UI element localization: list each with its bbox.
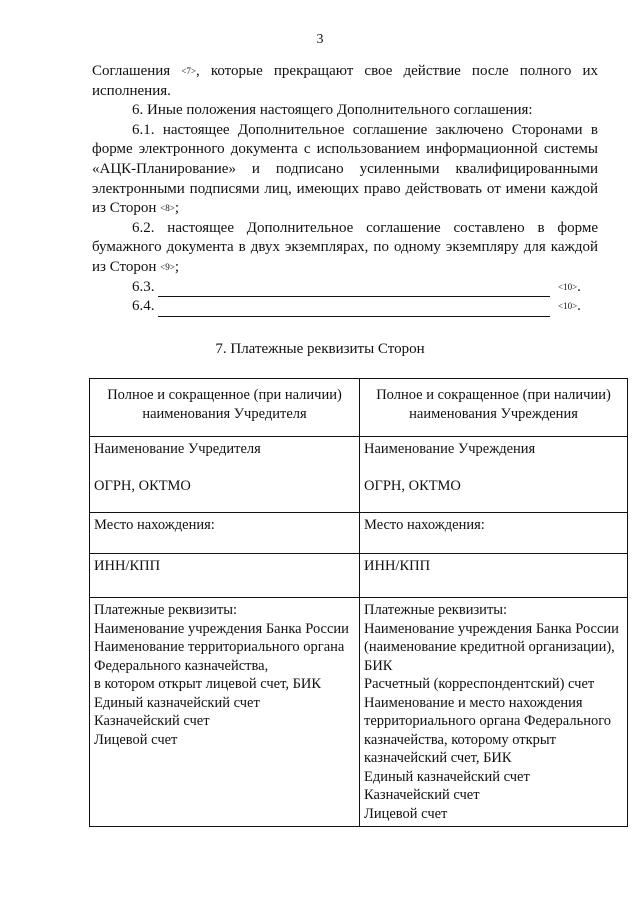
institution-location-cell: Место нахождения: [360,513,628,554]
institution-name-cell: Наименование Учреждения ОГРН, ОКТМО [360,437,628,513]
payment-details-table [89,378,628,827]
header-institution: Полное и сокращенное (при наличии) наименования Учреждения [360,379,628,437]
founder-name-cell: Наименование Учредителя ОГРН, ОКТМО [90,437,360,513]
blank-fill-line [158,282,550,297]
paragraph-6-2: 6.2. настоящее Дополнительное соглашение составлено в форме бумажного документа в двух экземплярах, по одному экземпляру для каждой из Сторон <9>; [92,219,598,275]
footnote-ref-10: <10> [558,301,578,312]
footnote-ref-8: <8> [160,203,175,214]
paragraph-6-4: 6.4. <10> . [132,297,598,317]
table-row [90,437,628,513]
section-title: 7. Платежные реквизиты Сторон [215,341,425,357]
table-row [90,554,628,598]
page-number: 3 [316,32,324,47]
founder-payment-cell: Платежные реквизиты: Наименование учреждения Банка России Наименование территориального органа Федерального казначейства, в котором открыт лицевой счет, БИК Единый казначейский счет Казначейский счет Лицевой счет [90,598,360,827]
table-row [90,513,628,554]
blank-fill-line [158,302,550,317]
header-founder: Полное и сокращенное (при наличии) наименования Учредителя [90,379,360,437]
footnote-ref-7: <7> [181,66,196,76]
footnote-ref-10: <10> [558,281,578,292]
institution-inn-cell: ИНН/КПП [360,554,628,598]
table-row [90,598,628,827]
footnote-ref-9: <9> [160,261,175,272]
founder-location-cell: Место нахождения: [90,513,360,554]
paragraph-6-1: 6.1. настоящее Дополнительное соглашение заключено Сторонами в форме электронного документа с использованием информационной системы «АЦК-Планирование» и подписано усиленными квалифицированными электронными подписями лиц, имеющих право действовать от имени каждой из Сторон <8>; [92,121,598,217]
paragraph-6-3: 6.3. <10> . [132,278,598,298]
institution-payment-cell: Платежные реквизиты: Наименование учреждения Банка России (наименование кредитной организации), БИК Расчетный (корреспондентский) счет Наименование и место нахождения территориального органа Федерального казначейства, которому открыт казначейский счет, БИК Единый казначейский счет Казначейский счет Лицевой счет [360,598,628,827]
agreement-body [92,62,598,317]
founder-inn-cell: ИНН/КПП [90,554,360,598]
paragraph-continuation: Соглашения <7>, которые прекращают свое действие после полного их исполнения. [92,63,599,99]
paragraph-6: 6. Иные положения настоящего Дополнительного соглашения: [132,102,533,119]
table-header-row [90,379,628,437]
